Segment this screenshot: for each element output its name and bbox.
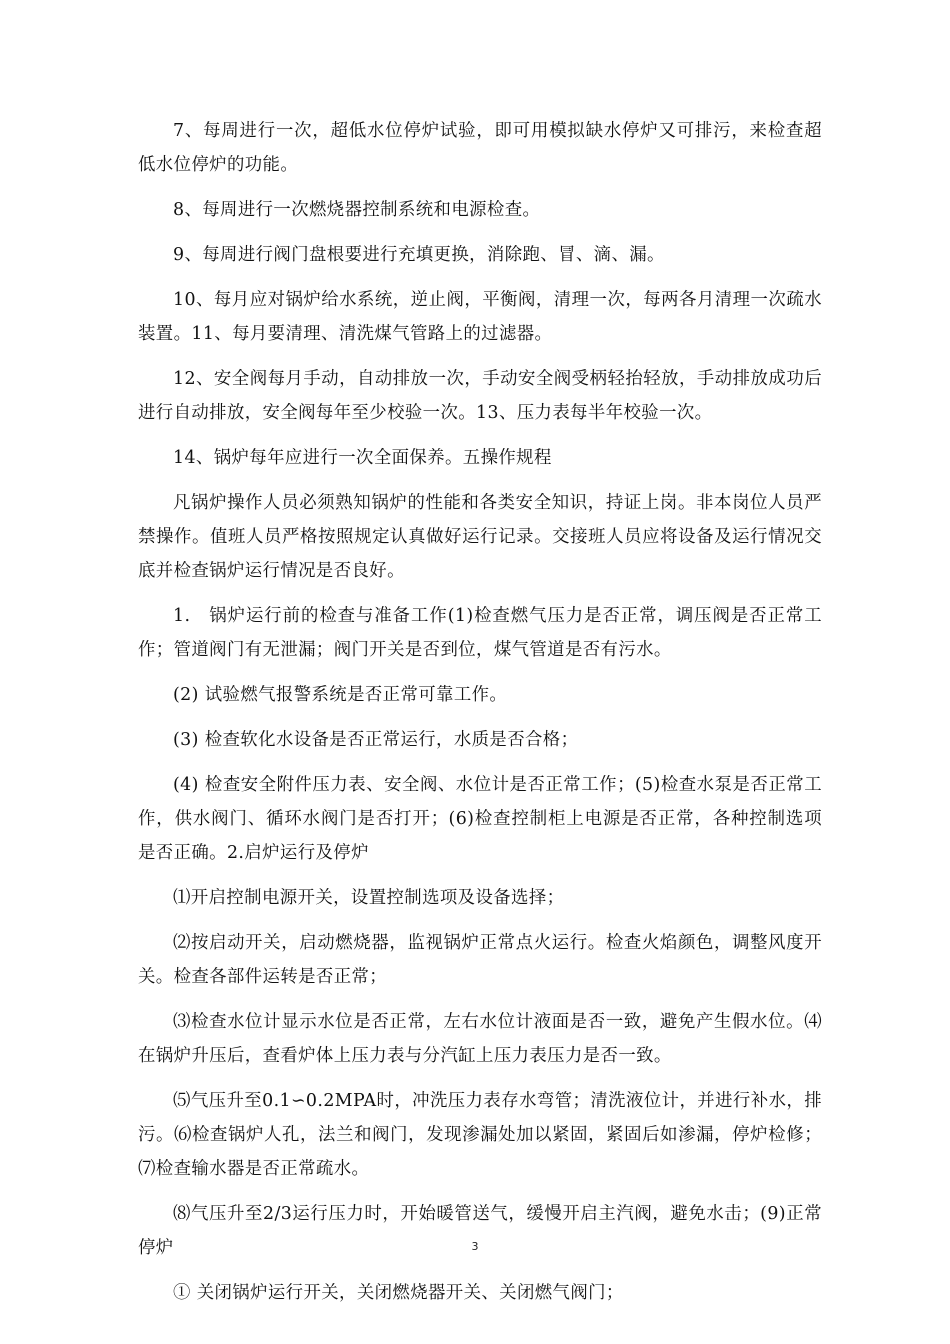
paragraph-weekly-low-water-test: 7、每周进行一次，超低水位停炉试验，即可用模拟缺水停炉又可排污，来检查超低水位停炉的功能。 (138, 121, 822, 175)
paragraph-pre-operation-check: 1. 锅炉运行前的检查与准备工作(1)检查燃气压力是否正常，调压阀是否正常工作；管道阀门有无泄漏；阀门开关是否到位，煤气管道是否有污水。 (138, 606, 822, 660)
document-body (138, 114, 822, 1321)
page-number: 3 (471, 1240, 479, 1253)
paragraph-open-control-power: ⑴开启控制电源开关，设置控制选项及设备选择； (173, 888, 565, 908)
paragraph-operator-requirements: 凡锅炉操作人员必须熟知锅炉的性能和各类安全知识，持证上岗。非本岗位人员严禁操作。值班人员严格按照规定认真做好运行记录。交接班人员应将设备及运行情况交底并检查锅炉运行情况是否良好。 (138, 493, 822, 581)
paragraph-gas-alarm-test: (2) 试验燃气报警系统是否正常可靠工作。 (173, 685, 508, 705)
paragraph-pressure-rise: ⑸气压升至0.1∽0.2MPA时，冲洗压力表存水弯管；清洗液位计，并进行补水，排污。⑹检查锅炉人孔，法兰和阀门，发现渗漏处加以紧固，紧固后如渗漏，停炉检修；⑺检查输水器是否正常疏水。 (138, 1091, 822, 1179)
paragraph-start-burner: ⑵按启动开关，启动燃烧器，监视锅炉正常点火运行。检查火焰颜色，调整风度开关。检查各部件运转是否正常； (138, 933, 822, 987)
paragraph-monthly-feedwater: 10、每月应对锅炉给水系统，逆止阀，平衡阀，清理一次，每两各月清理一次疏水装置。11、每月要清理、清洗煤气管路上的过滤器。 (138, 290, 822, 344)
paragraph-shutdown-step-1: ① 关闭锅炉运行开关，关闭燃烧器开关、关闭燃气阀门； (173, 1283, 624, 1303)
paragraph-safety-accessories-check: (4) 检查安全附件压力表、安全阀、水位计是否正常工作；(5)检查水泵是否正常工作，供水阀门、循环水阀门是否打开；(6)检查控制柜上电源是否正常，各种控制选项是否正确。2.启炉运行及停炉 (138, 775, 822, 863)
paragraph-warm-pipe-supply: ⑻气压升至2/3运行压力时，开始暖管送气，缓慢开启主汽阀，避免水击；(9)正常停炉 (138, 1204, 822, 1258)
paragraph-weekly-valve-packing: 9、每周进行阀门盘根要进行充填更换，消除跑、冒、滴、漏。 (173, 245, 665, 265)
paragraph-annual-maintenance: 14、锅炉每年应进行一次全面保养。五操作规程 (173, 448, 552, 468)
paragraph-water-level-check: ⑶检查水位计显示水位是否正常，左右水位计液面是否一致，避免产生假水位。⑷在锅炉升压后，查看炉体上压力表与分汽缸上压力表压力是否一致。 (138, 1012, 822, 1066)
paragraph-softened-water-check: (3) 检查软化水设备是否正常运行，水质是否合格； (173, 730, 579, 750)
paragraph-safety-valve: 12、安全阀每月手动，自动排放一次，手动安全阀受柄轻抬轻放，手动排放成功后进行自动排放，安全阀每年至少校验一次。13、压力表每半年校验一次。 (138, 369, 822, 423)
paragraph-weekly-burner-check: 8、每周进行一次燃烧器控制系统和电源检查。 (173, 200, 541, 220)
